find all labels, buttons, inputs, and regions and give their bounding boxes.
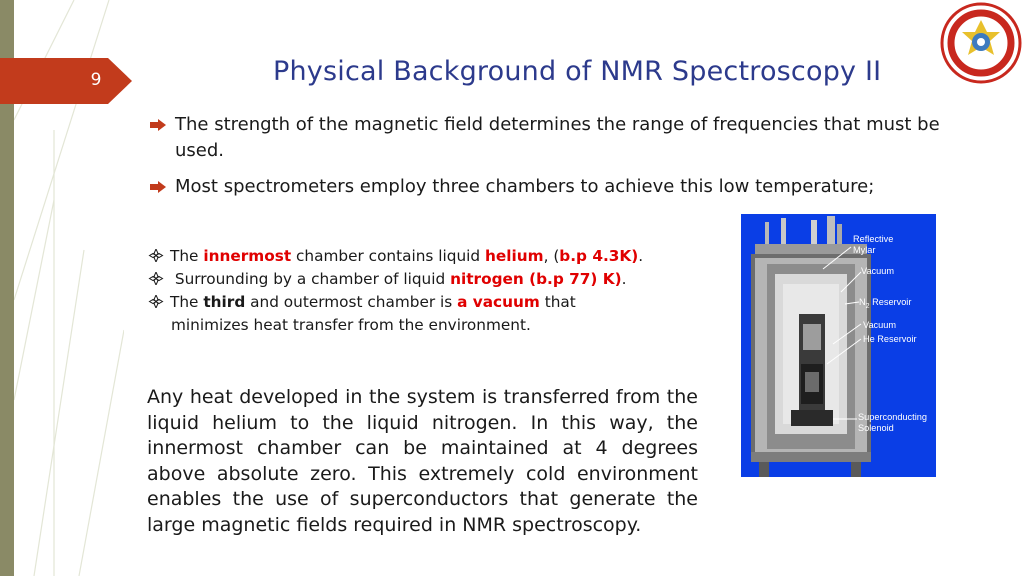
sub-text: , ( (543, 247, 560, 265)
sub-text: that (539, 293, 576, 311)
sub-text: . (638, 247, 644, 265)
label-n2-prefix: N (859, 297, 866, 307)
diamond-bullet-icon (148, 249, 164, 262)
label-n2-subscript: 2 (865, 302, 870, 310)
label-reflective: Reflective (853, 234, 894, 244)
sub-text: Surrounding by a chamber of liquid (170, 270, 451, 288)
magnet-illustration (741, 214, 936, 477)
sub-bullet (148, 245, 643, 268)
sub-text: and outermost chamber is (245, 293, 458, 311)
arrow-bullet-icon (150, 119, 166, 131)
label-n2-reservoir (859, 297, 911, 312)
sub-text: chamber contains liquid (291, 247, 485, 265)
sub-bullet (148, 268, 626, 291)
diamond-bullet-icon (148, 272, 164, 285)
bullet-text: The strength of the magnetic field determines the range of frequencies that must be used. (175, 114, 940, 161)
sub-text: minimizes heat transfer from the environment. (171, 316, 531, 334)
slide-number-tag (0, 58, 132, 104)
sub-text: . (621, 270, 627, 288)
bold-text: third (203, 293, 246, 311)
bullet-text: Most spectrometers employ three chambers to achieve this low temperature; (175, 176, 875, 197)
label-vacuum-outer: Vacuum (861, 266, 895, 276)
label-superconducting: Superconducting (858, 412, 927, 422)
sub-text: The (170, 247, 204, 265)
sub-bullet-continuation (171, 314, 531, 337)
label-mylar: Mylar (853, 245, 876, 255)
explanation-paragraph: Any heat developed in the system is transferred from the liquid helium to the liquid nitrogen. In this way, the innermost chamber can be maintained at 4 degrees above absolute zero. This extremely cold environment enables the use of superconductors that generate the large magnetic fields required in NMR spectroscopy. (147, 386, 698, 536)
label-he-reservoir: He Reservoir (863, 334, 917, 344)
nmr-magnet-figure (741, 214, 936, 477)
university-logo (940, 2, 1022, 84)
slide-number: 9 (90, 70, 102, 90)
label-solenoid: Solenoid (858, 423, 894, 433)
highlight-text: helium (485, 247, 544, 265)
page-title: Physical Background of NMR Spectroscopy II (273, 56, 882, 87)
label-n2-suffix: Reservoir (869, 297, 912, 307)
sub-bullet (148, 291, 576, 314)
highlight-text: innermost (203, 247, 292, 265)
highlight-text: a vacuum (457, 293, 540, 311)
highlight-text: b.p 4.3K) (559, 247, 639, 265)
diamond-bullet-icon (148, 295, 164, 308)
sub-text: The (170, 293, 204, 311)
highlight-text: nitrogen (b.p 77) K) (450, 270, 622, 288)
arrow-bullet-icon (150, 181, 166, 193)
label-vacuum-inner: Vacuum (863, 320, 897, 330)
